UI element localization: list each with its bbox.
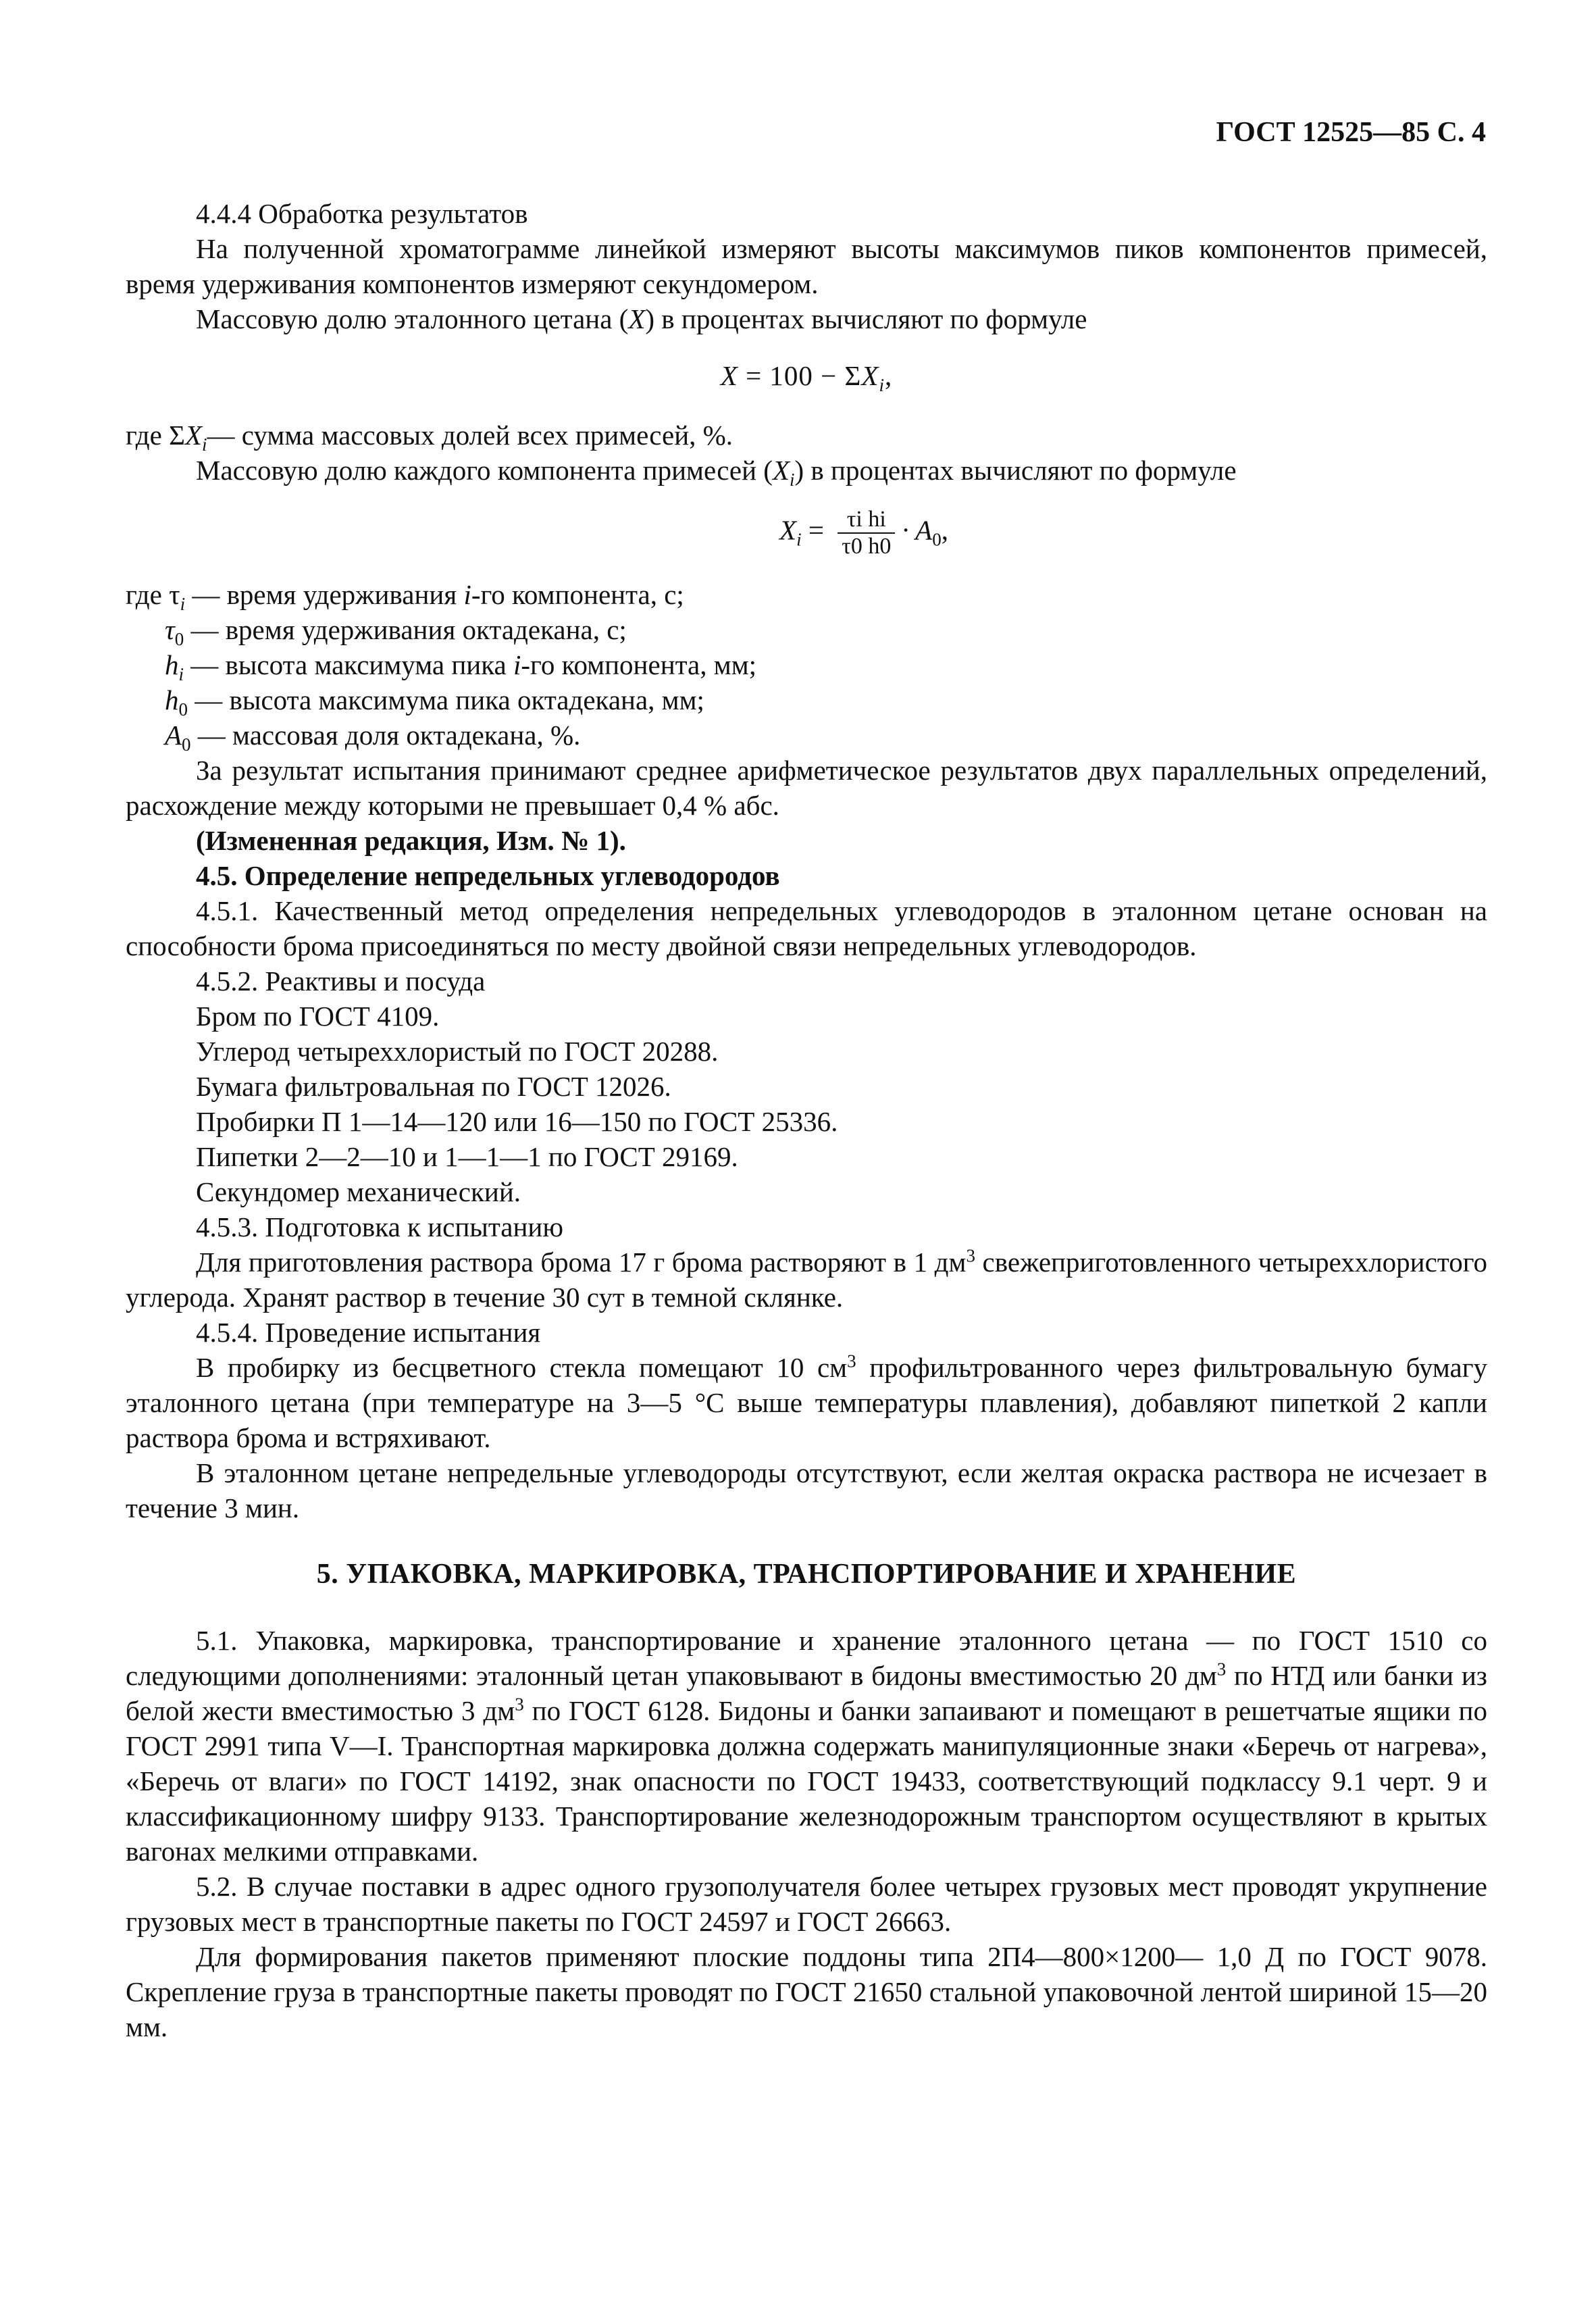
- formula-xi: $X_i$ = $\frac{\text{τi hi}}{\tau 0 h0}$ · $A_0$,: [779, 507, 948, 559]
- definition-row: $\tau_0$ — время удерживания октадекана, с;: [165, 614, 627, 650]
- paragraph-5-2-pallets: Для формирования пакетов применяют плоские поддоны типа 2П4—800×1200— 1,0 Д по ГОСТ 9078. Скрепление груза в транспортные пакеты проводят по ГОСТ 21650 стальной упаковочной лентой шириной 15—20 мм.: [126, 1941, 1487, 2042]
- list-item: Пипетки 2—2—10 и 1—1—1 по ГОСТ 29169.: [196, 1141, 738, 1172]
- list-item: Бумага фильтровальная по ГОСТ 12026.: [196, 1071, 671, 1102]
- paragraph-4-5-4: 4.5.4. Проведение испытания: [196, 1317, 541, 1348]
- paragraph-5-1: 5.1. Упаковка, маркировка, транспортирование и хранение эталонного цетана — по ГОСТ 1510 со следующими дополнениями: эталонный цетан упаковывают в бидоны вместимостью 20 $дм^3$ по НТД или банки из белой жести вместимостью 3 $дм^3$ по ГОСТ 6128. Бидоны и банки запаивают и помещают в решетчатые ящики по ГОСТ 2991 типа V—I. Транспортная маркировка должна содержать манипуляционные знаки «Беречь от нагрева», «Беречь от влаги» по ГОСТ 14192, знак опасности по ГОСТ 19433, соответствующий подклассу 9.1 черт. 9 и классификационному шифру 9133. Транспортирование железнодорожным транспортом осуществляют в крытых вагонах мелкими отправками.: [126, 1625, 1487, 1867]
- paragraph-measure: На полученной хроматограмме линейкой измеряют высоты максимумов пиков компонентов примесей, время удерживания компонентов измеряют секундомером.: [126, 233, 1487, 299]
- page-header: ГОСТ 12525—85 С. 4: [1216, 117, 1486, 148]
- subsection-4-5-title: 4.5. Определение непредельных углеводородов: [196, 860, 780, 891]
- list-item: Секундомер механический.: [196, 1176, 521, 1207]
- formula-definitions: [126, 577, 1487, 753]
- definition-row: $h_0$ — высота максимума пика октадекана, мм;: [165, 684, 704, 720]
- paragraph-4-5-2: 4.5.2. Реактивы и посуда: [196, 965, 486, 997]
- formula-x-definition: где $\Sigma X_i—$ сумма массовых долей всех примесей, %.: [126, 420, 733, 455]
- formula-x: $X = 100 - \Sigma X_i$,: [720, 360, 893, 396]
- definition-row: $A_0$ — массовая доля октадекана, %.: [165, 720, 581, 755]
- amendment-note: (Измененная редакция, Изм. № 1).: [196, 825, 626, 856]
- paragraph-component-formula-intro: Массовую долю каждого компонента примесей $(X_i)$ в процентах вычисляют по формуле: [196, 455, 1237, 491]
- reagents-list: [126, 999, 1487, 1209]
- definition-row: $h_i$ — высота максимума пика i-го компонента, мм;: [165, 649, 757, 685]
- paragraph-cetane-formula-intro: Массовую долю эталонного цетана (X) в процентах вычисляют по формуле: [196, 303, 1087, 334]
- section-5-title: 5. УПАКОВКА, МАРКИРОВКА, ТРАНСПОРТИРОВАНИЕ И ХРАНЕНИЕ: [316, 1559, 1297, 1590]
- list-item: Бром по ГОСТ 4109.: [196, 1001, 440, 1032]
- paragraph-result: За результат испытания принимают среднее арифметическое результатов двух параллельных определений, расхождение между которыми не превышает 0,4 % абс.: [126, 755, 1487, 821]
- paragraph-preparation: Для приготовления раствора брома 17 г брома растворяют в 1 $дм^3$ свежеприготовленного четыреххлористого углерода. Хранят раствор в течение 30 сут в темной склянке.: [126, 1245, 1487, 1313]
- definition-row: где $\tau_i$ — время удерживания i-го компонента, с;: [126, 579, 684, 615]
- paragraph-conclusion: В эталонном цетане непредельные углеводороды отсутствуют, если желтая окраска раствора не исчезает в течение 3 мин.: [126, 1457, 1487, 1524]
- list-item: Пробирки П 1—14—120 или 16—150 по ГОСТ 25336.: [196, 1106, 838, 1137]
- body-text: [126, 196, 1487, 2044]
- paragraph-procedure: В пробирку из бесцветного стекла помещают 10 $см^3$ профильтрованного через фильтровальную бумагу эталонного цетана (при температуре на 3—5 °С выше температуры плавления), добавляют пипеткой 2 капли раствора брома и встряхивают.: [126, 1351, 1488, 1453]
- paragraph-4-5-3: 4.5.3. Подготовка к испытанию: [196, 1211, 563, 1242]
- formula-fraction: $\frac{\text{τi hi}}{\tau 0 h0}$: [838, 507, 895, 559]
- list-item: Углерод четыреххлористый по ГОСТ 20288.: [196, 1036, 719, 1067]
- paragraph-4-5-1: 4.5.1. Качественный метод определения непредельных углеводородов в эталонном цетане основан на способности брома присоединяться по месту двойной связи непредельных углеводородов.: [126, 895, 1487, 961]
- paragraph-5-2: 5.2. В случае поставки в адрес одного грузополучателя более четырех грузовых мест проводят укрупнение грузовых мест в транспортные пакеты по ГОСТ 24597 и ГОСТ 26663.: [126, 1871, 1487, 1937]
- subsection-4-4-4-title: 4.4.4 Обработка результатов: [196, 198, 528, 229]
